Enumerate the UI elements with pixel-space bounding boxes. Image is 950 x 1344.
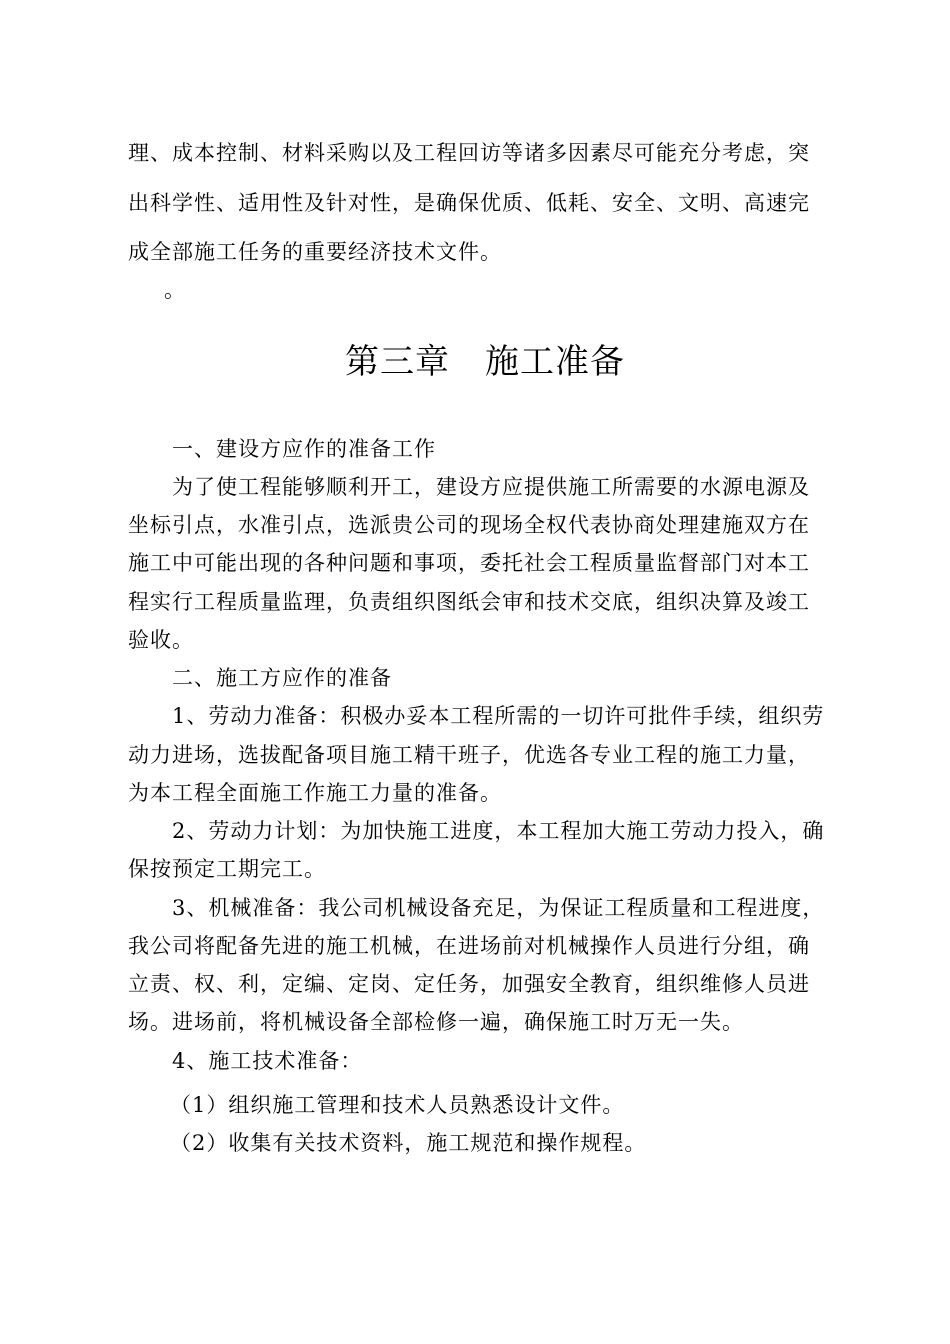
- item-1-line-3: 为本工程全面施工作施工力量的准备。: [128, 781, 502, 805]
- stray-period-mark: 。: [164, 278, 185, 302]
- item-3-line-3: 立责、权、利，定编、定岗、定任务，加强安全教育，组织维修人员进: [128, 972, 810, 996]
- item-2-line-1: 2、劳动力计划：为加快施工进度，本工程加大施工劳动力投入，确: [172, 819, 825, 843]
- item-4-sub-2: （2）收集有关技术资料，施工规范和操作规程。: [170, 1131, 647, 1155]
- item-2-line-2: 保按预定工期完工。: [128, 857, 326, 881]
- section-1-heading: 一、建设方应作的准备工作: [172, 437, 436, 461]
- section-1-para-line-2: 坐标引点，水准引点，选派贵公司的现场全权代表协商处理建施双方在: [128, 513, 810, 537]
- item-3-line-2: 我公司将配备先进的施工机械，在进场前对机械操作人员进行分组，确: [128, 934, 810, 958]
- item-1-line-2: 动力进场，选拔配备项目施工精干班子，优选各专业工程的施工力量，: [128, 743, 810, 767]
- item-1-line-1: 1、劳动力准备：积极办妥本工程所需的一切许可批件手续，组织劳: [172, 704, 825, 728]
- item-3-line-4: 场。进场前，将机械设备全部检修一遍，确保施工时万无一失。: [128, 1010, 744, 1034]
- section-2-heading: 二、施工方应作的准备: [172, 666, 392, 690]
- intro-line-2: 出科学性、适用性及针对性，是确保优质、低耗、安全、文明、高速完: [128, 191, 810, 215]
- section-1-para-line-3: 施工中可能出现的各种问题和事项，委托社会工程质量监督部门对本工: [128, 551, 810, 575]
- section-1-para-line-1: 为了使工程能够顺利开工，建设方应提供施工所需要的水源电源及: [172, 475, 810, 499]
- section-1-para-line-4: 程实行工程质量监理，负责组织图纸会审和技术交底，组织决算及竣工: [128, 590, 810, 614]
- intro-line-1: 理、成本控制、材料采购以及工程回访等诸多因素尽可能充分考虑，突: [128, 141, 810, 165]
- chapter-title: 第三章 施工准备: [345, 342, 625, 382]
- section-1-para-line-5: 验收。: [128, 628, 194, 652]
- item-4-sub-1: （1）组织施工管理和技术人员熟悉设计文件。: [170, 1093, 625, 1117]
- item-3-line-1: 3、机械准备：我公司机械设备充足，为保证工程质量和工程进度，: [172, 896, 825, 920]
- item-4-heading: 4、施工技术准备：: [172, 1049, 363, 1073]
- intro-line-3: 成全部施工任务的重要经济技术文件。: [128, 240, 502, 264]
